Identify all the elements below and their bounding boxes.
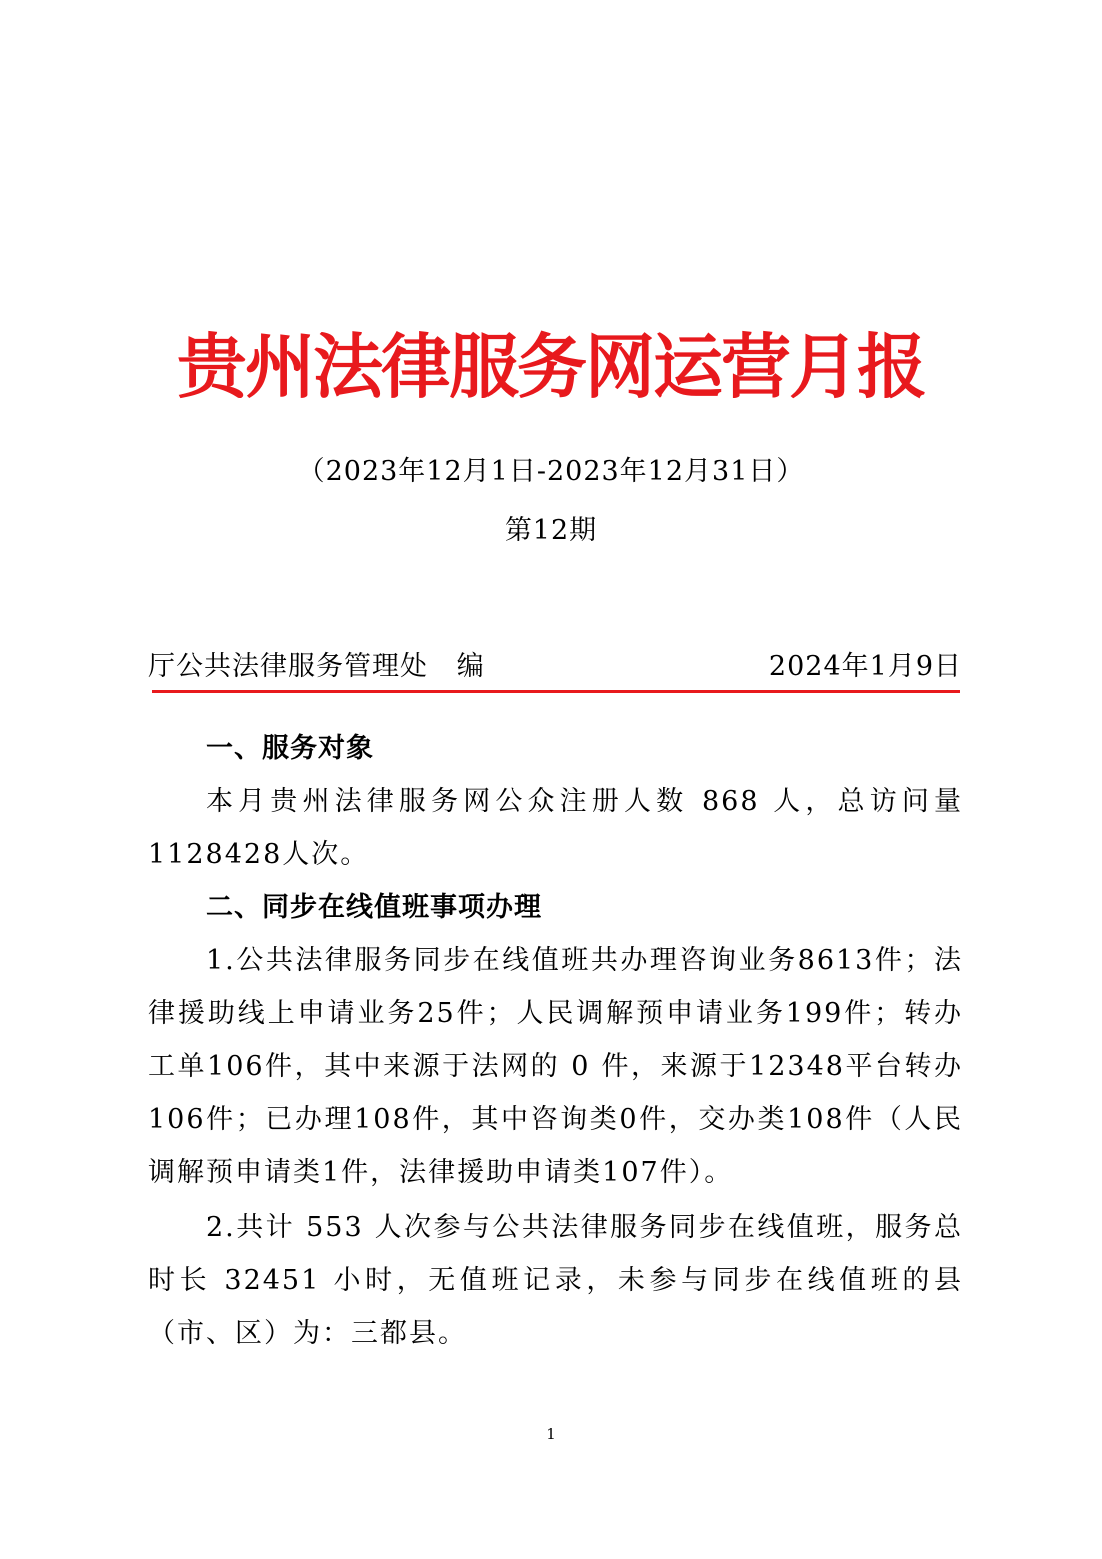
publish-date: 2024年1月9日 (768, 651, 962, 682)
editor-line (148, 645, 962, 689)
editor-department: 厅公共法律服务管理处 编 (148, 651, 485, 682)
page-number: 1 (546, 1425, 556, 1443)
issue-number: 第12期 (504, 515, 598, 546)
section-heading-online-duty: 二、同步在线值班事项办理 (206, 892, 542, 923)
paragraph-duty-items: 1.公共法律服务同步在线值班共办理咨询业务8613件；法律援助线上申请业务25件；人民调解预申请业务199件；转办工单106件，其中来源于法网的 0 件，来源于12348平台转办106件；已办理108件，其中咨询类0件，交办类108件（人民调解预申请类1件，法律援助申请类107件）。 (148, 945, 963, 1188)
section-heading-service-targets: 一、服务对象 (206, 733, 374, 764)
report-title: 贵州法律服务网运营月报 (177, 325, 925, 408)
report-date-range: （2023年12月1日-2023年12月31日） (297, 456, 805, 487)
red-divider-rule (152, 690, 960, 693)
paragraph-duty-participation: 2.共计 553 人次参与公共法律服务同步在线值班，服务总时长 32451 小时，无值班记录，未参与同步在线值班的县（市、区）为：三都县。 (148, 1212, 963, 1349)
paragraph-registrations: 本月贵州法律服务网公众注册人数 868 人，总访问量1128428人次。 (148, 786, 963, 870)
report-body (148, 722, 963, 1360)
